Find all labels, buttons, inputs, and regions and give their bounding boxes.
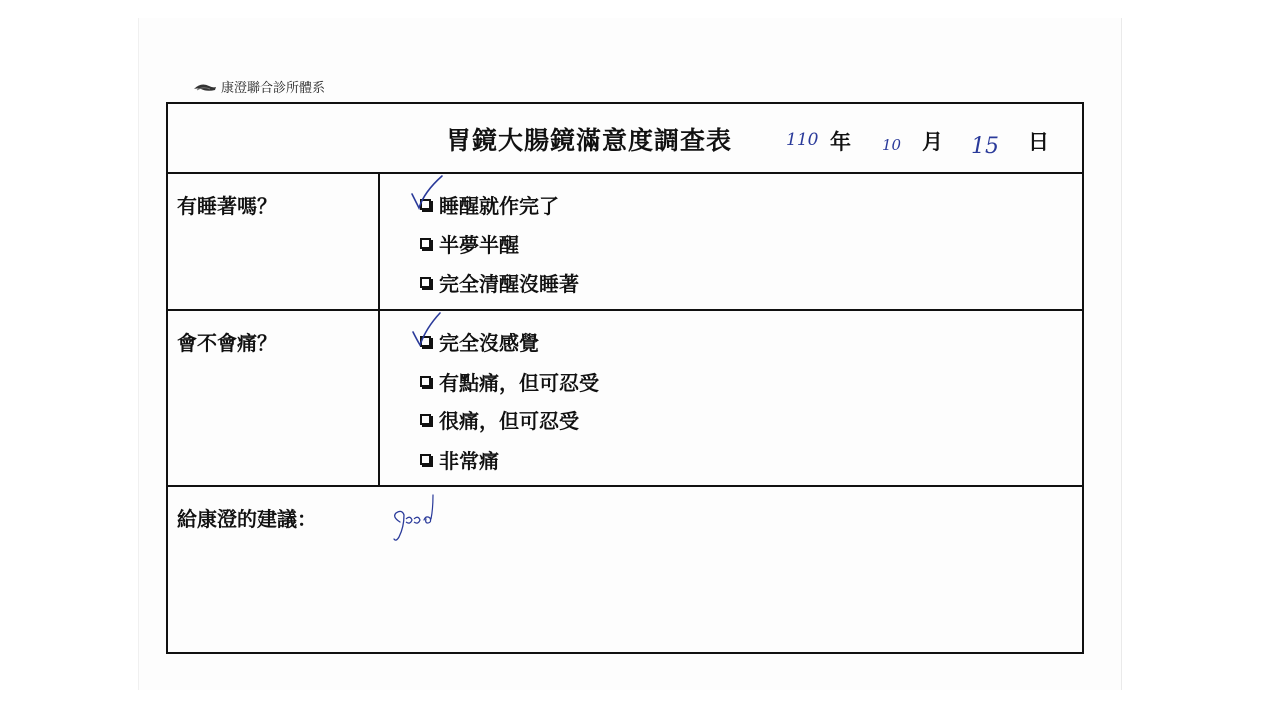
survey-form: [166, 102, 1084, 654]
column-divider: [378, 311, 380, 485]
question-sleep: [168, 174, 1082, 311]
option-item[interactable]: [420, 268, 579, 297]
checkbox[interactable]: [420, 454, 431, 465]
org-name: 康澄聯合診所體系: [221, 81, 326, 96]
year-value[interactable]: 110: [786, 130, 819, 150]
month-label: 月: [922, 130, 943, 154]
question-label: 有睡著嗎？: [177, 194, 277, 218]
option-item[interactable]: [420, 229, 519, 258]
checkbox[interactable]: [420, 199, 431, 210]
clinic-logo-icon: [193, 81, 217, 93]
option-label: 睡醒就作完了: [439, 194, 559, 218]
org-header: [193, 77, 325, 96]
day-label: 日: [1028, 130, 1049, 154]
month-value[interactable]: 10: [882, 136, 902, 154]
option-label: 半夢半醒: [439, 233, 519, 257]
checkbox[interactable]: [420, 376, 431, 387]
checkbox[interactable]: [420, 414, 431, 425]
checkbox[interactable]: [420, 238, 431, 249]
option-item[interactable]: [420, 367, 599, 396]
checkbox[interactable]: [420, 336, 431, 347]
title-row: [168, 104, 1082, 174]
column-divider: [378, 174, 380, 309]
option-label: 完全清醒沒睡著: [439, 272, 579, 296]
suggestion-answer[interactable]: [386, 489, 456, 559]
year-label: 年: [830, 130, 851, 154]
option-label: 很痛，但可忍受: [439, 409, 579, 433]
handwritten-good-icon: [386, 489, 456, 559]
form-title: 胃鏡大腸鏡滿意度調查表: [446, 126, 733, 155]
option-item[interactable]: [420, 190, 559, 219]
option-label: 有點痛，但可忍受: [439, 371, 599, 395]
option-label: 完全沒感覺: [439, 331, 539, 355]
question-pain: [168, 311, 1082, 487]
option-item[interactable]: [420, 405, 579, 434]
suggestion-label: 給康澄的建議：: [177, 507, 317, 531]
day-value[interactable]: 15: [971, 134, 999, 159]
option-item[interactable]: [420, 327, 539, 356]
suggestion-section: [168, 487, 1082, 652]
option-item[interactable]: [420, 445, 499, 474]
option-label: 非常痛: [439, 449, 499, 473]
question-label: 會不會痛？: [177, 331, 277, 355]
checkbox[interactable]: [420, 277, 431, 288]
